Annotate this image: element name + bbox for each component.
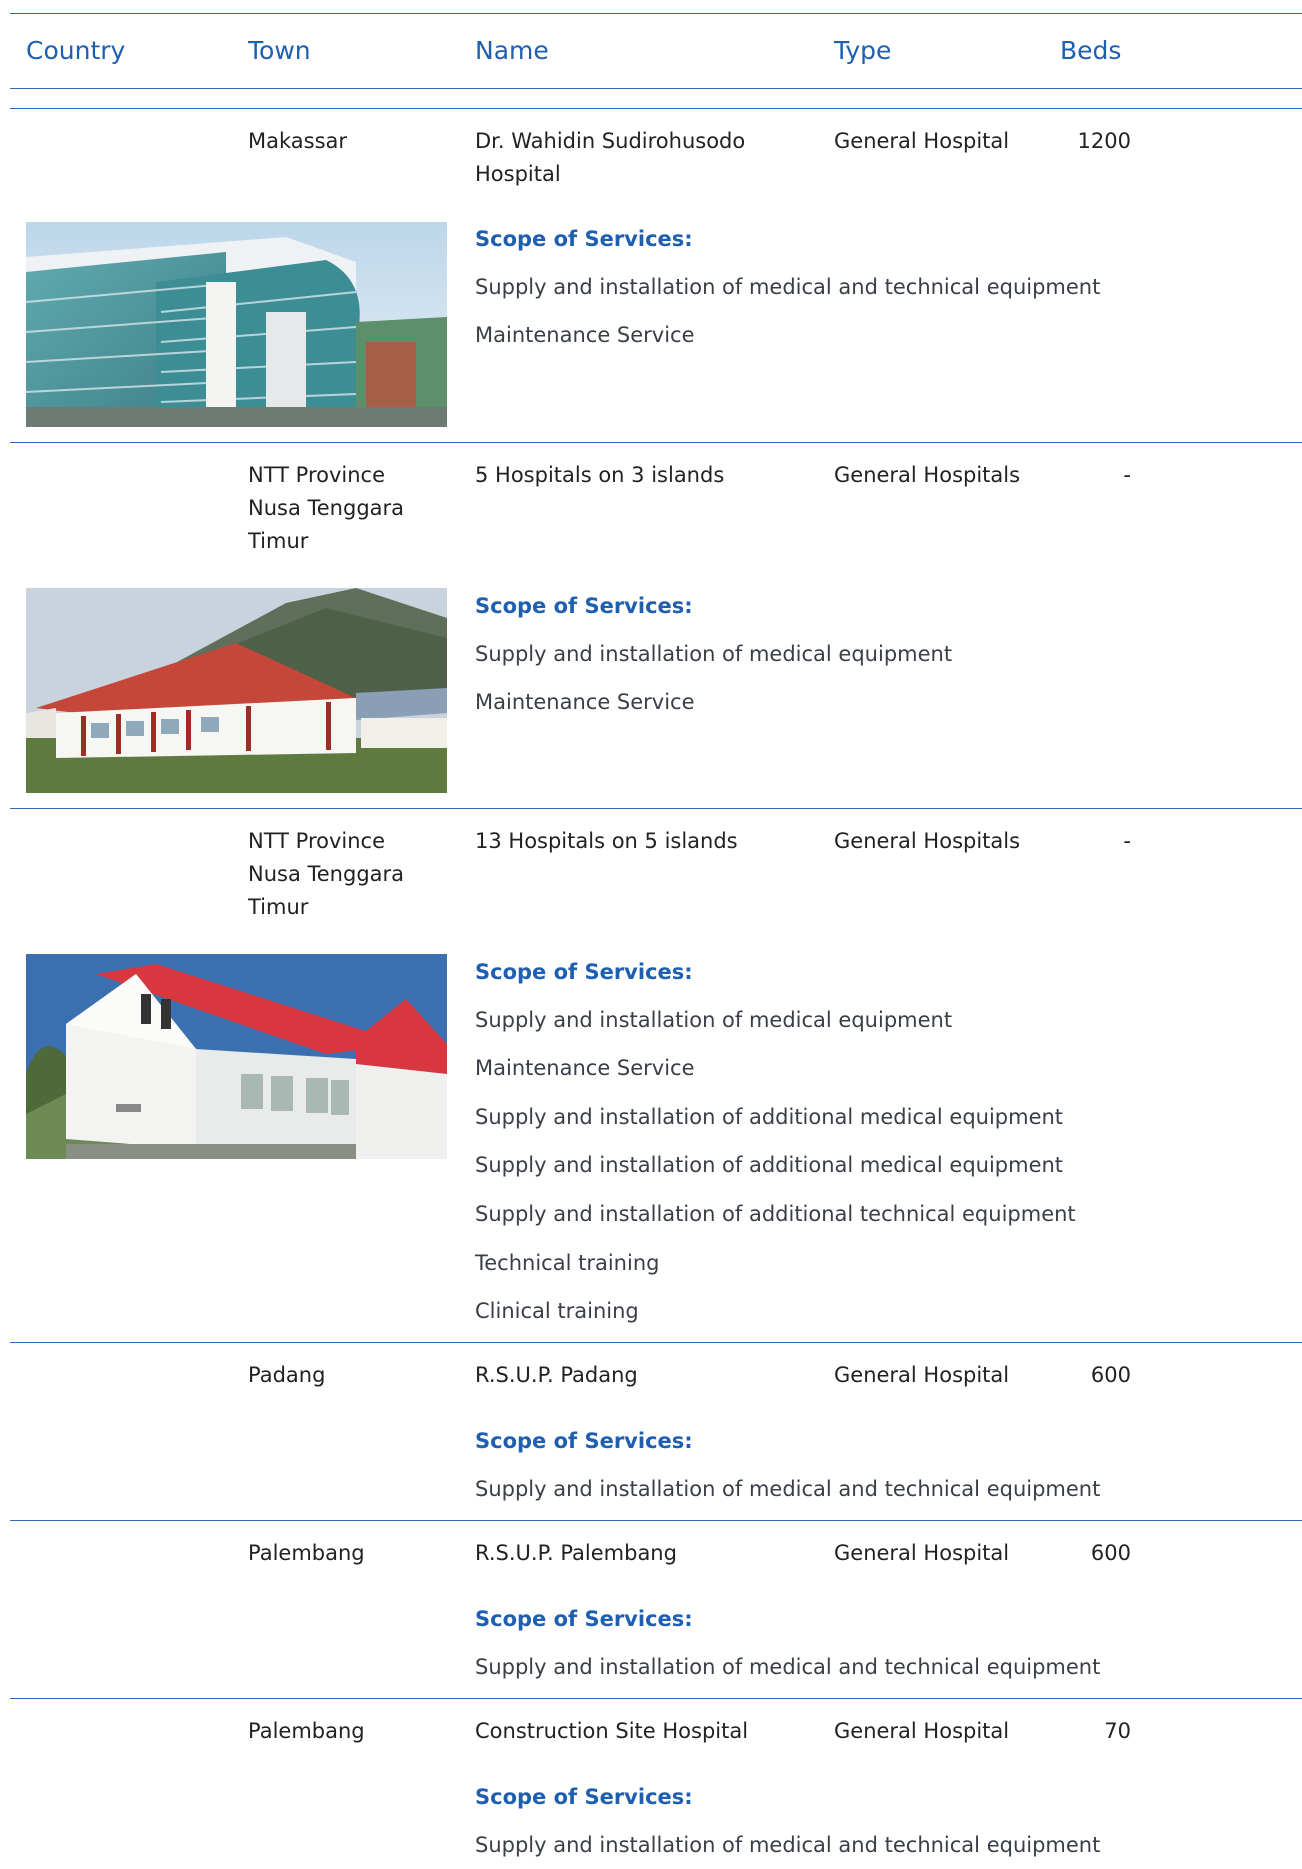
town-cell: Makassar [248,129,348,153]
service-item: Supply and installation of additional medical equipment [475,1153,1064,1177]
column-header-beds: Beds [1060,36,1122,65]
town-cell [248,825,404,924]
scope-of-services-label: Scope of Services: [475,960,693,984]
town-line: Nusa Tenggara [248,862,405,886]
hospital-photo [26,588,447,793]
row-divider [10,1698,1302,1699]
column-header-town: Town [248,36,311,65]
row-divider [10,808,1302,809]
town-cell: Padang [248,1363,326,1387]
name-cell: Construction Site Hospital [475,1719,749,1743]
name-line: Dr. Wahidin Sudirohusodo [475,129,746,153]
service-item: Supply and installation of additional medical equipment [475,1105,1064,1129]
name-cell: 5 Hospitals on 3 islands [475,463,725,487]
name-cell [475,125,745,191]
header-bottom-rule [10,88,1302,89]
header-top-rule [10,13,1302,14]
service-item: Supply and installation of medical equipment [475,1008,953,1032]
row-divider [10,1342,1302,1343]
hospital-photo [26,222,447,427]
type-cell: General Hospitals [834,463,1021,487]
service-item: Clinical training [475,1299,639,1323]
beds-cell: - [1123,829,1131,853]
table-top-rule [10,108,1302,109]
name-line: Hospital [475,162,561,186]
service-item: Supply and installation of medical and technical equipment [475,1655,1101,1679]
town-cell [248,459,404,558]
service-item: Maintenance Service [475,1056,695,1080]
scope-of-services-label: Scope of Services: [475,1429,693,1453]
town-cell: Palembang [248,1541,365,1565]
service-item: Supply and installation of medical and technical equipment [475,275,1101,299]
scope-of-services-label: Scope of Services: [475,1607,693,1631]
town-cell: Palembang [248,1719,365,1743]
beds-cell: - [1123,463,1131,487]
modern-glass-hospital-image [26,222,447,427]
town-line: Nusa Tenggara [248,496,405,520]
town-line: NTT Province [248,829,386,853]
service-item: Supply and installation of medical and technical equipment [475,1833,1101,1857]
town-line: NTT Province [248,463,386,487]
type-cell: General Hospitals [834,829,1021,853]
scope-of-services-label: Scope of Services: [475,594,693,618]
town-line: Timur [248,529,309,553]
hospital-photo [26,954,447,1159]
beds-cell: 600 [1090,1541,1131,1565]
scope-of-services-label: Scope of Services: [475,1785,693,1809]
type-cell: General Hospital [834,1363,1010,1387]
service-item: Supply and installation of additional technical equipment [475,1202,1076,1226]
beds-cell: 70 [1104,1719,1131,1743]
name-cell: 13 Hospitals on 5 islands [475,829,738,853]
red-roof-hospital-image [26,588,447,793]
row-divider [10,442,1302,443]
column-header-name: Name [475,36,549,65]
service-item: Maintenance Service [475,690,695,714]
column-header-country: Country [26,36,126,65]
scope-of-services-label: Scope of Services: [475,227,693,251]
white-hospital-image [26,954,447,1159]
type-cell: General Hospital [834,1719,1010,1743]
row-divider [10,1520,1302,1521]
column-header-type: Type [834,36,892,65]
town-line: Timur [248,895,309,919]
service-item: Technical training [475,1251,660,1275]
name-cell: R.S.U.P. Padang [475,1363,638,1387]
type-cell: General Hospital [834,1541,1010,1565]
name-cell: R.S.U.P. Palembang [475,1541,677,1565]
service-item: Supply and installation of medical and technical equipment [475,1477,1101,1501]
beds-cell: 1200 [1077,129,1131,153]
beds-cell: 600 [1090,1363,1131,1387]
type-cell: General Hospital [834,129,1010,153]
service-item: Supply and installation of medical equipment [475,642,953,666]
service-item: Maintenance Service [475,323,695,347]
